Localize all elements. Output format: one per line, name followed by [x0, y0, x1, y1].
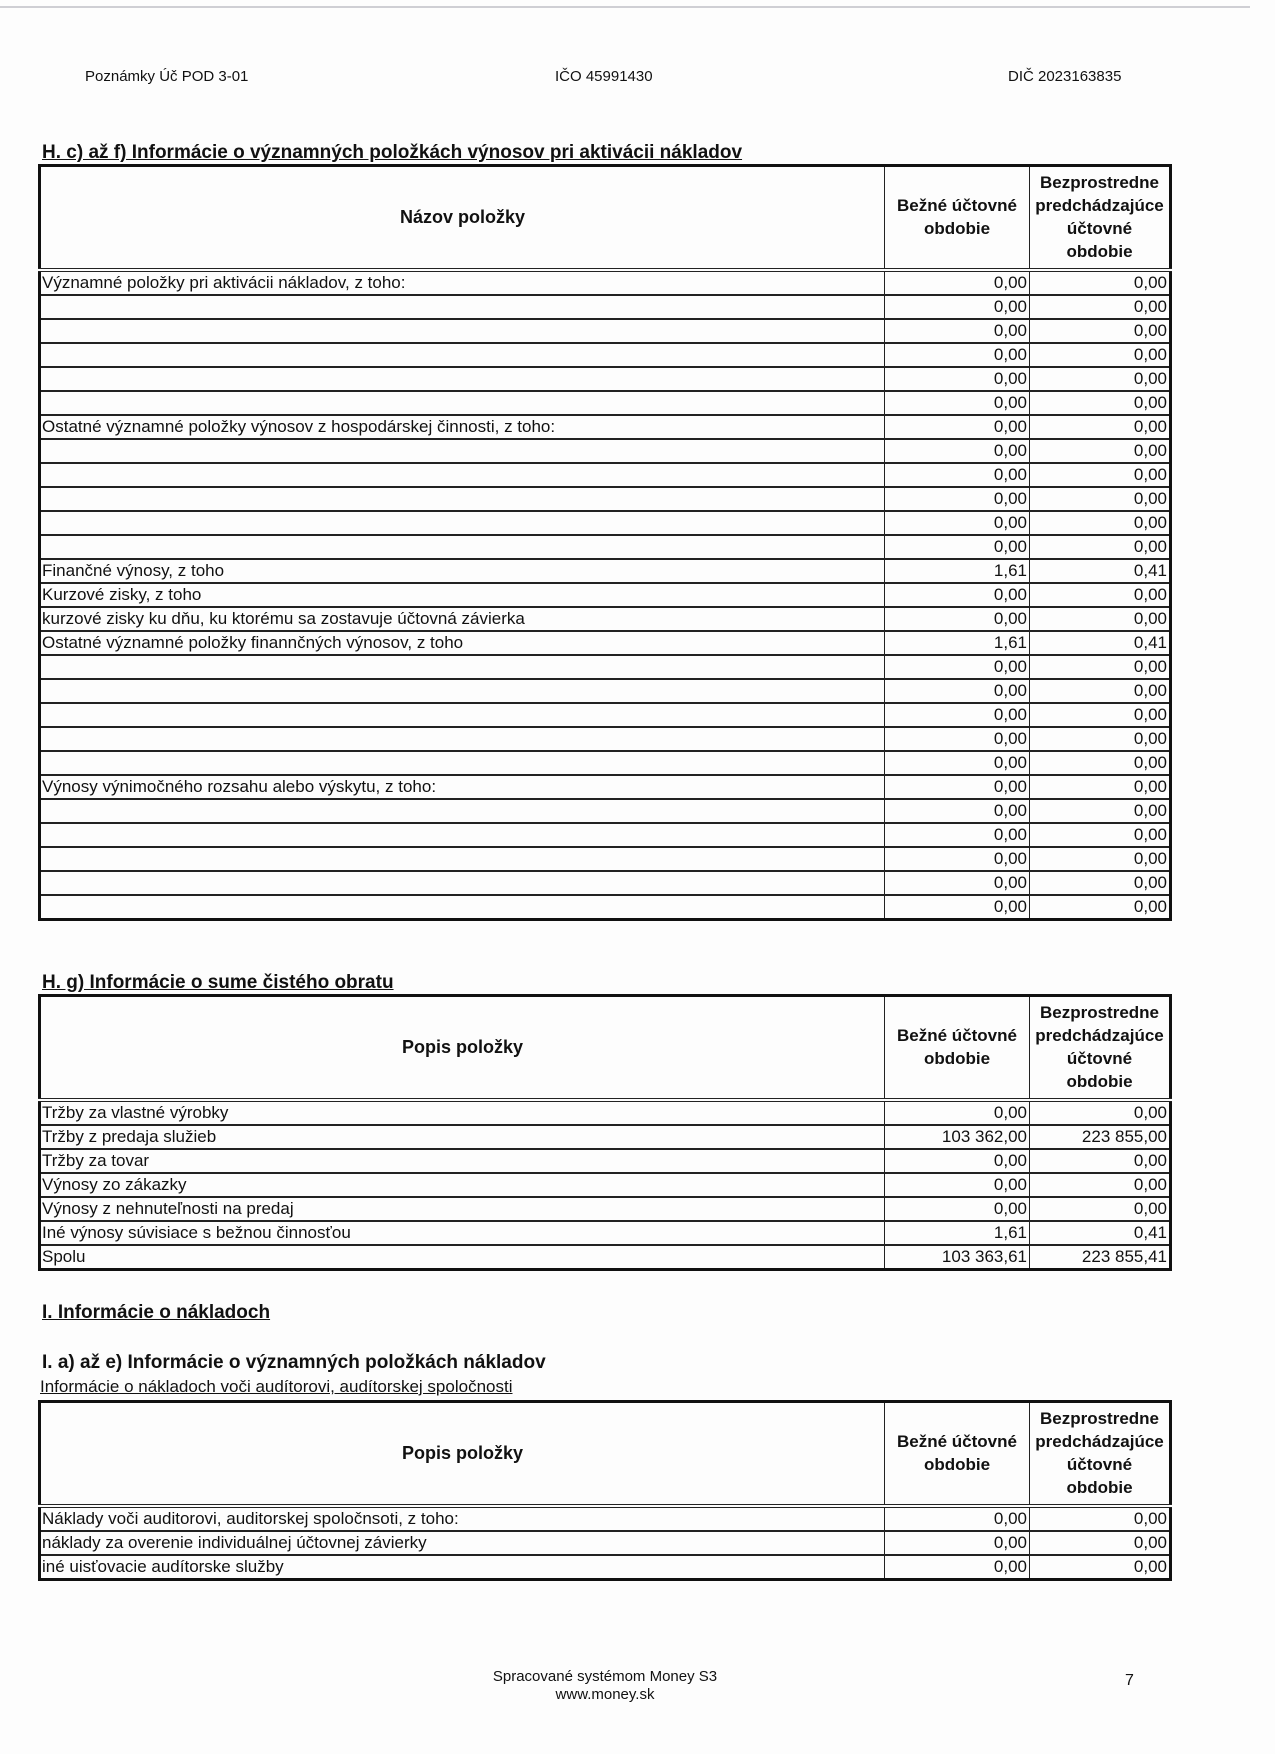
row-current-period: 0,00: [885, 463, 1030, 487]
table-row: [40, 847, 1171, 871]
row-previous-period: 0,00: [1030, 1100, 1171, 1125]
row-current-period: 0,00: [885, 487, 1030, 511]
table-row: [40, 1149, 1171, 1173]
row-current-period: 0,00: [885, 1197, 1030, 1221]
row-label: [40, 367, 885, 391]
row-label: [40, 727, 885, 751]
row-label: Tržby za vlastné výrobky: [40, 1100, 885, 1125]
footer-line-software: Spracované systémom Money S3: [492, 1668, 718, 1685]
row-current-period: 0,00: [885, 1100, 1030, 1125]
row-current-period: 0,00: [885, 1506, 1030, 1531]
table-row: [40, 295, 1171, 319]
row-label: náklady za overenie individuálnej účtovnej závierky: [40, 1531, 885, 1555]
row-current-period: 0,00: [885, 799, 1030, 823]
row-label: Výnosy z nehnuteľnosti na predaj: [40, 1197, 885, 1221]
table-row: [40, 655, 1171, 679]
row-current-period: 0,00: [885, 1149, 1030, 1173]
row-current-period: 0,00: [885, 655, 1030, 679]
column-header-description: Popis položky: [40, 1402, 885, 1506]
significant-revenues-table: [38, 164, 1172, 921]
header-form-code: Poznámky Úč POD 3-01: [85, 68, 249, 85]
column-header-previous: Bezprostredne predchádzajúce účtovné obdobie: [1030, 166, 1171, 270]
row-previous-period: 223 855,00: [1030, 1125, 1171, 1149]
row-label: [40, 847, 885, 871]
table-row: [40, 1555, 1171, 1580]
row-current-period: 1,61: [885, 1221, 1030, 1245]
row-current-period: 0,00: [885, 535, 1030, 559]
row-previous-period: 0,00: [1030, 1531, 1171, 1555]
table-row: [40, 1531, 1171, 1555]
row-current-period: 0,00: [885, 823, 1030, 847]
row-previous-period: 0,00: [1030, 319, 1171, 343]
row-label: [40, 439, 885, 463]
column-header-current: Bežné účtovné obdobie: [885, 996, 1030, 1100]
row-previous-period: 0,00: [1030, 871, 1171, 895]
row-previous-period: 0,00: [1030, 270, 1171, 295]
row-label: Kurzové zisky, z toho: [40, 583, 885, 607]
table-row: [40, 775, 1171, 799]
table-row: [40, 631, 1171, 655]
column-header-previous: Bezprostredne predchádzajúce účtovné obdobie: [1030, 996, 1171, 1100]
table-row: [40, 319, 1171, 343]
row-current-period: 0,00: [885, 871, 1030, 895]
row-previous-period: 0,00: [1030, 415, 1171, 439]
table-row: [40, 343, 1171, 367]
auditor-costs-table: [38, 1400, 1172, 1581]
row-previous-period: 0,00: [1030, 775, 1171, 799]
row-current-period: 0,00: [885, 847, 1030, 871]
table-row: [40, 463, 1171, 487]
table-row: [40, 799, 1171, 823]
table-row: [40, 487, 1171, 511]
row-label: Finančné výnosy, z toho: [40, 559, 885, 583]
row-label: [40, 703, 885, 727]
table-row: [40, 727, 1171, 751]
row-current-period: 0,00: [885, 703, 1030, 727]
row-previous-period: 0,00: [1030, 1173, 1171, 1197]
row-previous-period: 0,00: [1030, 607, 1171, 631]
row-label: [40, 535, 885, 559]
row-current-period: 0,00: [885, 1531, 1030, 1555]
row-previous-period: 0,00: [1030, 535, 1171, 559]
table-row: [40, 1506, 1171, 1531]
table-row: [40, 1221, 1171, 1245]
row-current-period: 0,00: [885, 319, 1030, 343]
row-label: Ostatné významné položky výnosov z hospodárskej činnosti, z toho:: [40, 415, 885, 439]
row-current-period: 0,00: [885, 367, 1030, 391]
row-previous-period: 0,00: [1030, 439, 1171, 463]
row-label: Výnosy zo zákazky: [40, 1173, 885, 1197]
row-previous-period: 0,00: [1030, 463, 1171, 487]
header-dic: DIČ 2023163835: [1008, 68, 1122, 85]
row-label: Spolu: [40, 1245, 885, 1270]
row-previous-period: 0,00: [1030, 679, 1171, 703]
row-previous-period: 0,00: [1030, 367, 1171, 391]
row-previous-period: 223 855,41: [1030, 1245, 1171, 1270]
row-current-period: 0,00: [885, 439, 1030, 463]
table-row: [40, 679, 1171, 703]
row-label: Výnosy výnimočného rozsahu alebo výskytu, z toho:: [40, 775, 885, 799]
row-label: Tržby z predaja služieb: [40, 1125, 885, 1149]
row-label: [40, 895, 885, 920]
row-current-period: 1,61: [885, 631, 1030, 655]
row-label: [40, 823, 885, 847]
column-header-name: Názov položky: [40, 166, 885, 270]
row-label: [40, 751, 885, 775]
table-row: [40, 823, 1171, 847]
table-row: [40, 1100, 1171, 1125]
row-current-period: 0,00: [885, 415, 1030, 439]
table-row: [40, 1125, 1171, 1149]
row-current-period: 0,00: [885, 511, 1030, 535]
row-label: Významné položky pri aktivácii nákladov, z toho:: [40, 270, 885, 295]
row-label: [40, 319, 885, 343]
row-current-period: 1,61: [885, 559, 1030, 583]
table-row: [40, 703, 1171, 727]
row-previous-period: 0,41: [1030, 559, 1171, 583]
row-previous-period: 0,00: [1030, 823, 1171, 847]
table-row: [40, 439, 1171, 463]
row-current-period: 0,00: [885, 751, 1030, 775]
row-current-period: 0,00: [885, 727, 1030, 751]
table-row: [40, 559, 1171, 583]
row-current-period: 0,00: [885, 295, 1030, 319]
row-previous-period: 0,00: [1030, 799, 1171, 823]
table-row: [40, 1197, 1171, 1221]
row-previous-period: 0,00: [1030, 511, 1171, 535]
row-label: kurzové zisky ku dňu, ku ktorému sa zostavuje účtovná závierka: [40, 607, 885, 631]
table-row: [40, 367, 1171, 391]
row-label: [40, 295, 885, 319]
row-current-period: 0,00: [885, 1555, 1030, 1580]
row-previous-period: 0,00: [1030, 343, 1171, 367]
row-label: Náklady voči auditorovi, auditorskej spoločnsoti, z toho:: [40, 1506, 885, 1531]
row-previous-period: 0,00: [1030, 703, 1171, 727]
row-current-period: 0,00: [885, 583, 1030, 607]
table-row: [40, 607, 1171, 631]
section-i-title: I. Informácie o nákladoch: [42, 1302, 271, 1323]
row-previous-period: 0,00: [1030, 655, 1171, 679]
row-label: [40, 391, 885, 415]
row-label: iné uisťovacie audítorske služby: [40, 1555, 885, 1580]
row-label: [40, 679, 885, 703]
table-row: [40, 535, 1171, 559]
row-current-period: 0,00: [885, 391, 1030, 415]
row-label: Tržby za tovar: [40, 1149, 885, 1173]
row-previous-period: 0,00: [1030, 727, 1171, 751]
header-ico: IČO 45991430: [555, 68, 653, 85]
row-previous-period: 0,00: [1030, 895, 1171, 920]
column-header-current: Bežné účtovné obdobie: [885, 166, 1030, 270]
row-label: [40, 655, 885, 679]
table-row: [40, 391, 1171, 415]
table-row: [40, 270, 1171, 295]
row-label: [40, 343, 885, 367]
table-row: [40, 871, 1171, 895]
row-previous-period: 0,00: [1030, 295, 1171, 319]
row-previous-period: 0,00: [1030, 391, 1171, 415]
row-label: Iné výnosy súvisiace s bežnou činnosťou: [40, 1221, 885, 1245]
row-current-period: 0,00: [885, 1173, 1030, 1197]
row-label: Ostatné významné položky finannčných výnosov, z toho: [40, 631, 885, 655]
row-label: [40, 511, 885, 535]
row-previous-period: 0,00: [1030, 1506, 1171, 1531]
table-row: [40, 1245, 1171, 1270]
scan-artifact-line: [0, 6, 1250, 8]
row-current-period: 0,00: [885, 679, 1030, 703]
row-label: [40, 463, 885, 487]
row-current-period: 103 362,00: [885, 1125, 1030, 1149]
column-header-description: Popis položky: [40, 996, 885, 1100]
column-header-current: Bežné účtovné obdobie: [885, 1402, 1030, 1506]
footer-line-url: www.money.sk: [555, 1686, 655, 1703]
table-row: [40, 751, 1171, 775]
row-label: [40, 871, 885, 895]
row-label: [40, 487, 885, 511]
row-current-period: 0,00: [885, 895, 1030, 920]
row-label: [40, 799, 885, 823]
page-number: 7: [1125, 1672, 1134, 1689]
section-h-g-title: H. g) Informácie o sume čistého obratu: [42, 972, 394, 993]
row-current-period: 0,00: [885, 270, 1030, 295]
row-current-period: 0,00: [885, 775, 1030, 799]
row-previous-period: 0,00: [1030, 751, 1171, 775]
net-turnover-table: [38, 994, 1172, 1271]
column-header-previous: Bezprostredne predchádzajúce účtovné obdobie: [1030, 1402, 1171, 1506]
table-row: [40, 511, 1171, 535]
row-previous-period: 0,00: [1030, 1555, 1171, 1580]
row-current-period: 103 363,61: [885, 1245, 1030, 1270]
row-current-period: 0,00: [885, 607, 1030, 631]
row-previous-period: 0,41: [1030, 631, 1171, 655]
row-previous-period: 0,00: [1030, 1197, 1171, 1221]
auditor-costs-caption: Informácie o nákladoch voči audítorovi, audítorskej spoločnosti: [40, 1377, 513, 1396]
table-row: [40, 1173, 1171, 1197]
row-current-period: 0,00: [885, 343, 1030, 367]
table-row: [40, 895, 1171, 920]
table-row: [40, 415, 1171, 439]
row-previous-period: 0,00: [1030, 1149, 1171, 1173]
row-previous-period: 0,00: [1030, 583, 1171, 607]
section-h-cf-title: H. c) až f) Informácie o významných položkách výnosov pri aktivácii nákladov: [42, 142, 743, 163]
table-row: [40, 583, 1171, 607]
row-previous-period: 0,41: [1030, 1221, 1171, 1245]
row-previous-period: 0,00: [1030, 847, 1171, 871]
row-previous-period: 0,00: [1030, 487, 1171, 511]
footer-software-credit: [440, 1668, 770, 1704]
section-i-ae-title: I. a) až e) Informácie o významných položkách nákladov: [42, 1352, 546, 1373]
